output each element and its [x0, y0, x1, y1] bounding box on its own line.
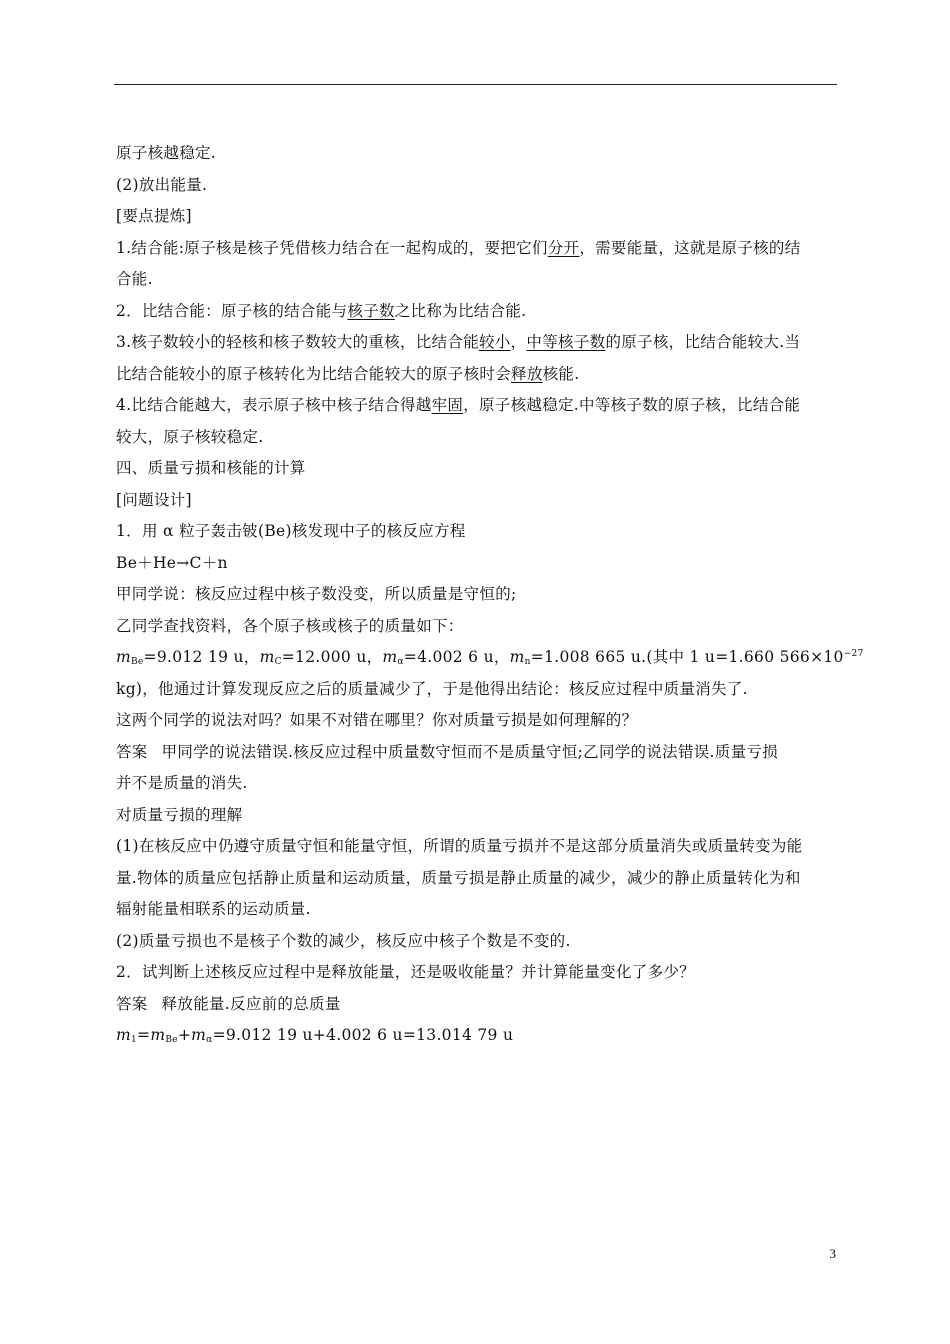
text-line: 1.结合能:原子核是核子凭借核力结合在一起构成的，要把它们分开，需要能量，这就是原子核的结	[116, 238, 801, 257]
header-rule	[114, 84, 837, 85]
text-line: 较大，原子核较稳定.	[116, 427, 264, 446]
underlined-answer: 中等核子数	[526, 333, 606, 351]
answer-label: 答案	[116, 742, 148, 761]
mass-values-line: $m_{Be}=9.012$ 19 u，$m_C=12.000$ u，$m_\alpha=4.002$ 6 u，$m_n=1.008$ 665 u.(其中 1 u=1.660 $566\times 10^{-27}$	[116, 648, 864, 667]
underlined-answer: 牢固	[431, 396, 464, 414]
text-line: 并不是质量的消失.	[116, 774, 248, 792]
text-line: 辐射能量相联系的运动质量.	[116, 900, 311, 918]
section-heading: 四、质量亏损和核能的计算	[116, 459, 306, 477]
text-line: kg)，他通过计算发现反应之后的质量减少了，于是他得出结论：核反应过程中质量消失了.	[116, 679, 748, 698]
text-line: 这两个同学的说法对吗？如果不对错在哪里？你对质量亏损是如何理解的？	[116, 711, 638, 729]
text-line: 乙同学查找资料，各个原子核或核子的质量如下：	[116, 616, 464, 635]
text-line: 4.比结合能越大，表示原子核中核子结合得越牢固，原子核越稳定.中等核子数的原子核，比结合能	[116, 396, 801, 414]
text-line: 合能.	[116, 270, 153, 288]
text-line: 1．用 α 粒子轰击铍(Be)核发现中子的核反应方程	[116, 522, 466, 540]
text-line: 3.核子数较小的轻核和核子数较大的重核，比结合能较小，中等核子数的原子核，比结合能较大.当	[116, 333, 801, 351]
page-number: 3	[829, 1246, 836, 1261]
text-line: (1)在核反应中仍遵守质量守恒和能量守恒，所谓的质量亏损并不是这部分质量消失或质量转变为能	[116, 837, 803, 855]
underlined-answer: 分开	[547, 238, 580, 257]
text-line: 比结合能较小的原子核转化为比结合能较大的原子核时会释放核能.	[116, 364, 580, 383]
underlined-answer: 较小	[479, 333, 511, 351]
text-line: 对质量亏损的理解	[116, 805, 243, 824]
section-heading: [问题设计]	[116, 490, 192, 509]
text-line: 2．试判断上述核反应过程中是释放能量，还是吸收能量？并计算能量变化了多少？	[116, 963, 695, 981]
section-heading: [要点提炼]	[116, 207, 192, 225]
text-line: 甲同学说：核反应过程中核子数没变，所以质量是守恒的;	[116, 585, 517, 603]
text-line: 2．比结合能：原子核的结合能与核子数之比称为比结合能.	[116, 301, 527, 320]
text-line: (2)放出能量.	[116, 175, 208, 194]
underlined-answer: 释放	[511, 364, 543, 383]
answer-label: 答案	[116, 994, 148, 1013]
text-line: 量.物体的质量应包括静止质量和运动质量，质量亏损是静止质量的减少，减少的静止质量转化为和	[116, 868, 801, 887]
equation-line: Be＋He→C＋n	[116, 553, 228, 572]
text-line: (2)质量亏损也不是核子个数的减少，核反应中核子个数是不变的.	[116, 931, 571, 950]
underlined-answer: 核子数	[347, 301, 395, 320]
text-line: 原子核越稳定.	[116, 144, 217, 162]
document-body	[116, 138, 864, 1052]
answer-line: 答案 释放能量.反应前的总质量	[116, 994, 341, 1013]
mass-sum-line: $m_1=m_{Be}+m_\alpha=9.012$ 19 u+4.002 6 u=13.014 79 u	[116, 1026, 514, 1045]
answer-line: 答案 甲同学的说法错误.核反应过程中质量数守恒而不是质量守恒;乙同学的说法错误.质量亏损	[116, 742, 778, 761]
